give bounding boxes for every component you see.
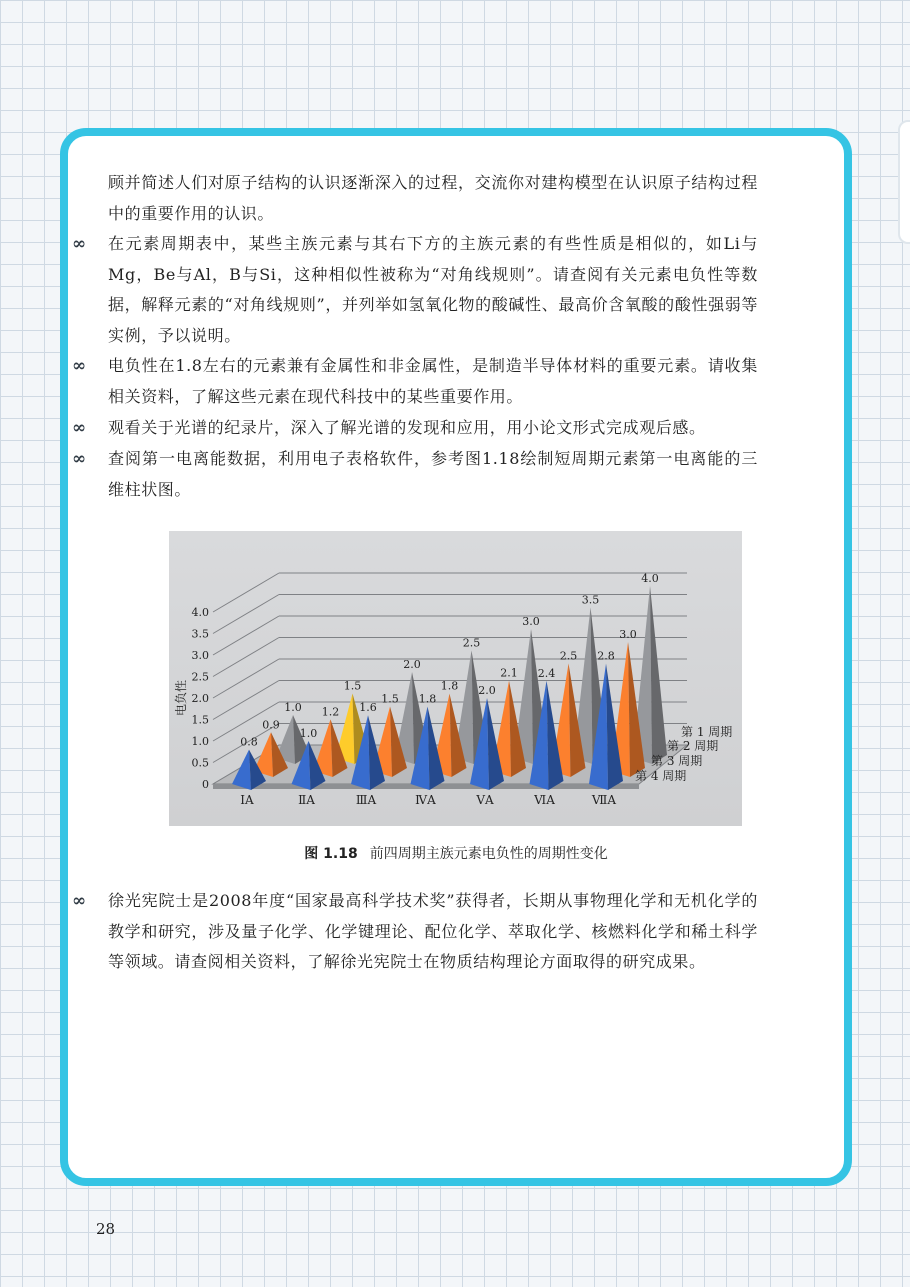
bar-value-label: 1.8 [418,692,437,706]
page-edge-tab [898,120,910,244]
x-tick-label: ⅢA [355,793,377,807]
series-label: 第 3 周期 [651,754,703,768]
bar-value-label: 2.1 [500,666,518,680]
x-tick-label: ⅡA [298,793,315,807]
figure-caption [170,843,742,863]
bar-value-label: 3.0 [619,628,637,641]
gridline-diagonal [213,595,279,634]
paragraph-semiconductor: 电负性在1.8左右的元素兼有金属性和非金属性，是制造半导体材料的重要元素。请收集相关资料，了解这些元素在现代科技中的某些重要作用。 [108,356,758,406]
gridline-diagonal [213,573,279,612]
bar-value-label: 2.5 [462,636,481,650]
bar-value-label: 1.5 [343,679,362,693]
infinity-bullet-icon: ∞ [72,234,84,254]
infinity-bullet-icon: ∞ [72,418,84,438]
y-tick-label: 1.0 [191,735,209,748]
series-label: 第 1 周期 [681,725,733,739]
page-number: 28 [96,1220,116,1238]
bar-value-label: 2.4 [537,666,556,680]
bar-value-label: 4.0 [641,572,659,585]
gridline-diagonal [213,681,279,720]
gridline-diagonal [213,659,279,698]
bar-value-label: 2.5 [559,649,578,663]
y-axis-label: 电负性 [174,679,188,717]
paragraph-diagonal-rule: 在元素周期表中，某些主族元素与其右下方的主族元素的有些性质是相似的，如Li与Mg，Be与Al，B与Si，这种相似性被称为“对角线规则”。请查阅有关元素电负性等数据，解释元素的“对角线规则”，并列举如氢氧化物的酸碱性、最高价含氧酸的酸性强弱等实例，予以说明。 [108,234,758,345]
bar-value-label: 1.6 [359,701,377,715]
y-tick-label: 0 [202,778,209,791]
paragraph-xu-guangxian: 徐光宪院士是2008年度“国家最高科学技术奖”获得者，长期从事物理化学和无机化学的教学和研究，涉及量子化学、化学键理论、配位化学、萃取化学、核燃料化学和稀土科学等领域。请查阅相关资料，了解徐光宪院士在物质结构理论方面取得的研究成果。 [108,891,758,971]
x-tick-label: ⅤA [476,793,494,807]
bar-value-label: 2.8 [597,649,615,663]
bar-value-label: 0.8 [240,735,258,749]
x-tick-label: ⅥA [534,793,555,807]
pyramid-bar-left [232,750,251,790]
y-tick-label: 3.5 [191,627,209,641]
series-label: 第 2 周期 [667,739,719,753]
y-tick-label: 1.5 [191,713,209,727]
electronegativity-chart [169,531,742,826]
gridline-diagonal [213,616,279,655]
infinity-bullet-icon: ∞ [72,449,84,469]
paragraph-ionization: 查阅第一电离能数据，利用电子表格软件，参考图1.18绘制短周期元素第一电离能的三维柱状图。 [108,449,758,499]
y-tick-label: 0.5 [191,756,209,770]
chart-figure [169,531,742,826]
gridline-diagonal [213,638,279,677]
x-tick-label: ⅣA [415,793,436,807]
y-tick-label: 2.5 [191,670,209,684]
bar-value-label: 2.0 [403,658,421,671]
y-tick-label: 2.0 [191,692,209,705]
bar-value-label: 1.0 [299,727,318,740]
paragraph-continued: 顾并简述人们对原子结构的认识逐渐深入的过程，交流你对建构模型在认识原子结构过程中的重要作用的认识。 [108,173,758,223]
x-tick-label: ⅦA [591,793,617,807]
bar-value-label: 1.5 [381,692,399,706]
x-tick-label: ⅠA [240,793,254,807]
infinity-bullet-icon: ∞ [72,356,84,376]
pyramid-bar-right [650,586,667,764]
bar-value-label: 1.2 [321,705,340,719]
bar-value-label: 0.9 [262,718,280,732]
bar-value-label: 3.0 [522,615,540,628]
infinity-bullet-icon: ∞ [72,891,84,911]
bar-value-label: 1.0 [284,701,302,714]
y-tick-label: 4.0 [191,606,209,619]
figure-title: 前四周期主族元素电负性的周期性变化 [369,846,608,862]
bar-value-label: 2.0 [478,684,496,697]
paragraph-spectrum: 观看关于光谱的纪录片，深入了解光谱的发现和应用，用小论文形式完成观后感。 [108,418,706,437]
y-tick-label: 3.0 [191,649,209,662]
bar-value-label: 3.5 [581,593,600,607]
figure-number: 图 1.18 [304,846,358,862]
series-label: 第 4 周期 [635,769,687,783]
bar-value-label: 1.8 [440,679,459,693]
